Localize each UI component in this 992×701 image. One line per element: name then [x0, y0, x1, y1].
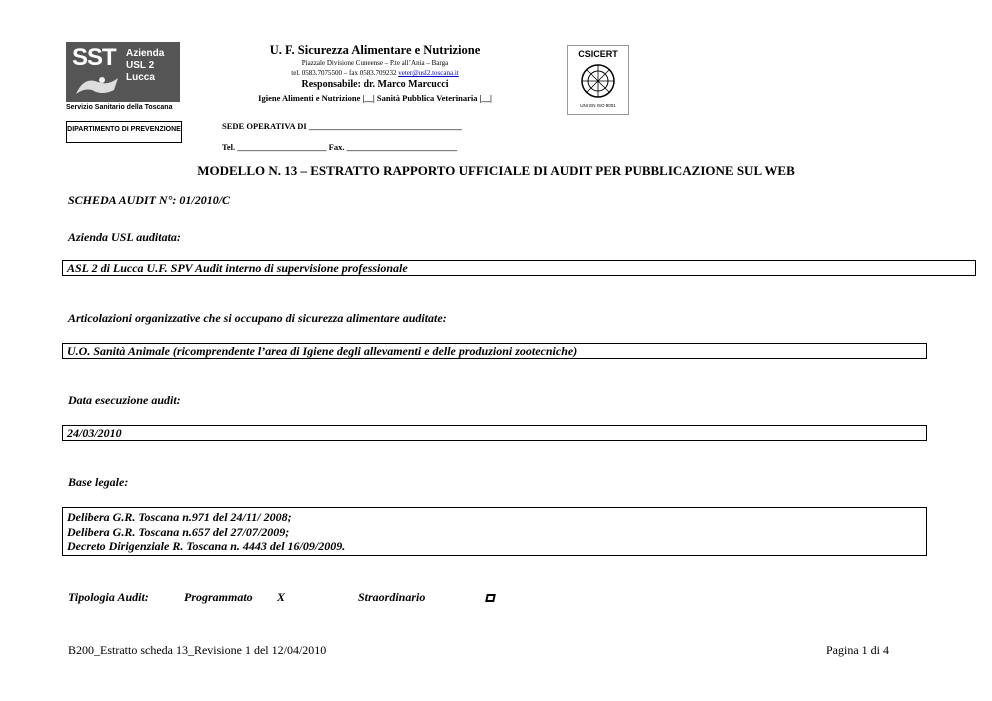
sst-logo-text: SST	[72, 44, 116, 71]
header-contacts	[220, 69, 530, 77]
header-address: Piazzale Divisione Cuneense – P.te all’Ania – Barga	[301, 59, 449, 67]
csicert-name: CSICERT	[578, 49, 618, 59]
base-legale-field	[62, 507, 927, 556]
sst-logo-box	[66, 42, 180, 102]
logo-figure-icon	[74, 72, 120, 98]
header-responsabile: Responsabile: dr. Marco Marcucci	[301, 79, 449, 90]
programmato-mark: X	[277, 590, 286, 604]
document-title: MODELLO N. 13 – ESTRATTO RAPPORTO UFFICIALE DI AUDIT PER PUBBLICAZIONE SUL WEB	[197, 163, 795, 178]
footer-revision: B200_Estratto scheda 13_Revisione 1 del 12/04/2010	[68, 643, 327, 657]
sede-operativa: SEDE OPERATIVA DI ____________________________________	[222, 121, 462, 131]
footer-page-number: Pagina 1 di 4	[826, 643, 889, 657]
logo-line-1: Azienda	[126, 48, 165, 59]
straordinario-label: Straordinario	[358, 590, 426, 604]
data-audit-label: Data esecuzione audit:	[68, 393, 181, 407]
header-email-link[interactable]: veter@usl2.toscana.it	[398, 69, 459, 77]
logo-line-2: USL 2	[126, 60, 155, 71]
tel-fax-line: Tel. _____________________ Fax. __________________________	[222, 142, 458, 152]
base-legale-label: Base legale:	[68, 475, 129, 489]
articolazioni-label: Articolazioni organizzative che si occupano di sicurezza alimentare auditate:	[68, 311, 447, 325]
base-legale-line: Decreto Dirigenziale R. Toscana n. 4443 del 16/09/2009.	[67, 539, 346, 553]
header-title: U. F. Sicurezza Alimentare e Nutrizione	[269, 43, 481, 57]
sst-logo-azienda	[126, 48, 178, 84]
azienda-label: Azienda USL auditata:	[68, 230, 181, 244]
csicert-standard: UNI EN ISO 9001	[580, 103, 616, 108]
scheda-audit-number: SCHEDA AUDIT N°: 01/2010/C	[68, 193, 231, 207]
department-box: DIPARTIMENTO DI PREVENZIONE	[66, 121, 182, 143]
cert-emblem-icon	[580, 62, 616, 100]
sst-logo	[66, 42, 180, 116]
base-legale-line: Delibera G.R. Toscana n.971 del 24/11/ 2008;	[67, 510, 292, 524]
csicert-logo	[567, 45, 629, 115]
base-legale-line: Delibera G.R. Toscana n.657 del 27/07/2009;	[67, 524, 290, 539]
header-tel: tel. 0583.7075500 – fax 0583.709232	[291, 69, 397, 77]
tipologia-label: Tipologia Audit:	[68, 590, 149, 604]
sst-logo-caption: Servizio Sanitario della Toscana	[66, 104, 173, 111]
programmato-label: Programmato	[184, 590, 253, 604]
data-audit-field: 24/03/2010	[62, 425, 927, 441]
header-igiene: Igiene Alimenti e Nutrizione |__| Sanità Pubblica Veterinaria |__|	[258, 93, 492, 103]
articolazioni-field: U.O. Sanità Animale (ricomprendente l’area di Igiene degli allevamenti e delle produzioni zootecniche)	[62, 343, 927, 359]
azienda-field: ASL 2 di Lucca U.F. SPV Audit interno di supervisione professionale	[62, 260, 976, 276]
straordinario-checkbox[interactable]	[485, 594, 496, 602]
logo-line-3: Lucca	[126, 72, 155, 83]
